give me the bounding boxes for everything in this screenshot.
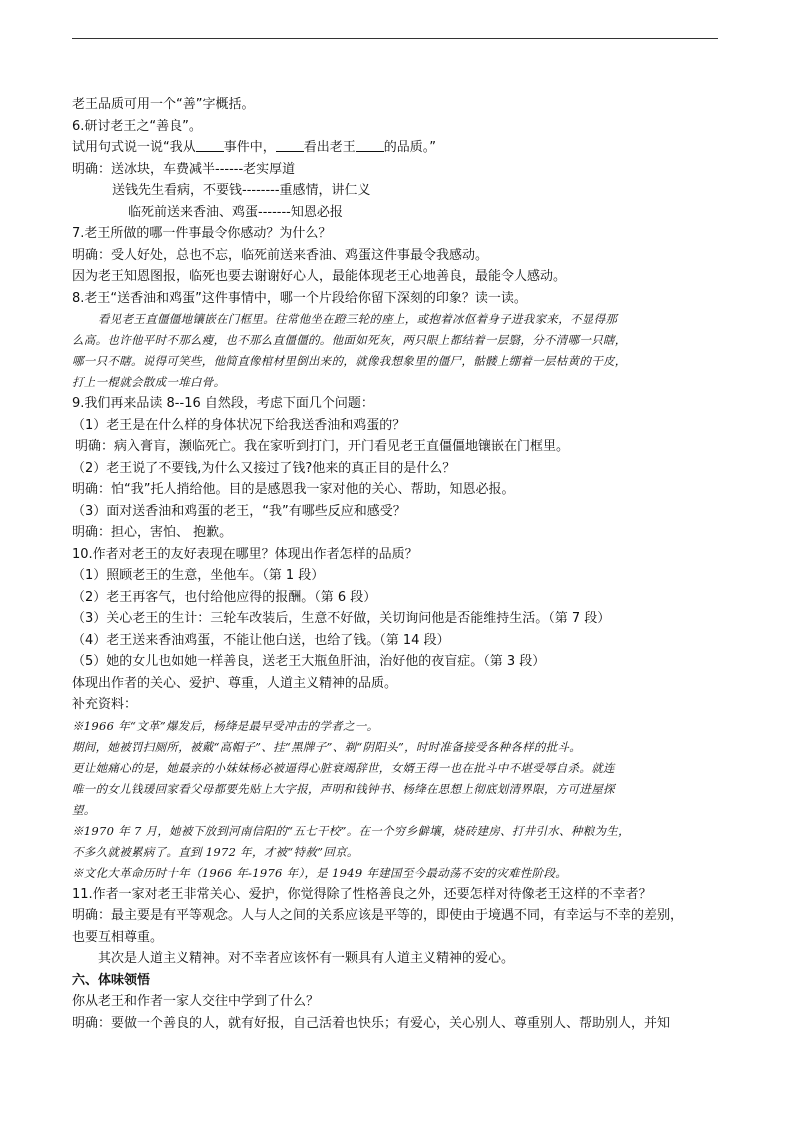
list-item: （5）她的女儿也如她一样善良，送老王大瓶鱼肝油，治好他的夜盲症。（第 3 段） [72,654,546,669]
text-line: 因为老王知恩图报，临死也要去谢谢好心人，最能体现老王心地善良，最能令人感动。 [72,269,567,284]
question-10: 10.作者对老王的友好表现在哪里？体现出作者怎样的品质？ [72,546,418,562]
question-7: 7.老王所做的哪一件事最令你感动？为什么？ [72,226,332,241]
supplement-line: ※1966 年“文革”爆发后，杨绛是最早受冲击的学者之一。 [72,718,379,733]
sub-question: （1）老王是在什么样的身体状况下给我送香油和鸡蛋的？ [72,417,406,433]
supplement-line: 不多久就被累病了。直到 1972 年，才被“特赦”回京。 [72,844,359,859]
answer-line: 明确：要做一个善良的人，就有好报，自己活着也快乐；有爱心，关心别人、尊重别人、帮助别人，并知 [72,1015,671,1031]
list-item: （4）老王送来香油鸡蛋，不能让他白送，也给了钱。（第 14 段） [72,632,450,648]
supplement-line: 更让她痛心的是，她最亲的小妹妹杨必被逼得心脏衰竭辞世，女婿王得一也在批斗中不堪受辱自杀。就连 [72,760,615,775]
section-heading: 六、体味领悟 [72,972,151,988]
text-line: 老王品质可用一个“善”字概括。 [72,97,255,112]
supplement-line: 期间，她被罚扫厕所，被戴“高帽子”、挂“黑牌子”、剃“阴阳头”，时时准备接受各种各样的批斗。 [72,739,582,754]
supplement-line: 望。 [72,802,96,817]
answer-line: 临死前送来香油、鸡蛋-------知恩必报 [128,204,343,220]
answer-line: 送钱先生看病，不要钱--------重感情，讲仁义 [112,183,371,198]
sub-question: （3）面对送香油和鸡蛋的老王，“我”有哪些反应和感受？ [72,503,406,519]
question-11: 11.作者一家对老王非常关心、爱护，你觉得除了性格善良之外，还要怎样对待像老王这样的不幸者？ [72,886,652,902]
blank-1 [196,139,224,152]
answer-line: 其次是人道主义精神。对不幸者应该怀有一颗具有人道主义精神的爱心。 [98,951,515,966]
excerpt-line: 哪一只不瞎。说得可笑些，他简直像棺材里倒出来的，就像我想象里的僵尸，骷髅上绷着一层枯黄的干皮， [72,354,627,368]
blank-2 [276,139,304,152]
fill-in-prompt [72,137,722,159]
answer-line: 明确：担心，害怕、 抱歉。 [72,525,233,540]
list-item: （3）关心老王的生计：三轮车改装后，生意不好做，关切询问他是否能维持生活。（第 7 段） [72,611,611,626]
blank-3 [356,139,384,152]
answer-line: 明确：最主要是有平等观念。人与人之间的关系应该是平等的，即使由于境遇不同，有幸运与不幸的差别， [72,908,684,923]
header-rule [72,38,718,39]
supplement-heading: 补充资料： [72,697,138,712]
excerpt-line: 么高。也许他平时不那么瘦，也不那么直僵僵的。他面如死灰，两只眼上都结着一层翳，分不清哪一只瞎， [72,333,627,347]
excerpt-line: 打上一棍就会散成一堆白骨。 [72,375,226,389]
excerpt-line: 看见老王直僵僵地镶嵌在门框里。往常他坐在蹬三轮的座上，或抱着冰伛着身子进我家来，不显得那 [98,312,618,326]
supplement-line: 唯一的女儿钱瑗回家看父母都要先贴上大字报，声明和钱钟书、杨绛在思想上彻底划清界限，方可进屋探 [72,781,615,796]
supplement-line: ※文化大革命历时十年（1966 年-1976 年），是 1949 年建国至今最动荡不安的灾难性阶段。 [72,865,568,880]
fill-in-text-2: 事件中， [223,140,276,155]
supplement-line: ※1970 年 7 月，她被下放到河南信阳的“五七干校”。在一个穷乡僻壤，烧砖建房、打井引水、种粮为生， [72,823,630,838]
text-line: 你从老王和作者一家人交往中学到了什么？ [72,994,320,1009]
fill-in-text-1: 试用句式说一说“我从 [72,140,196,155]
document-body [72,94,722,1034]
question-6: 6.研讨老王之“善良”。 [72,118,202,134]
answer-line: 明确：病入膏肓，濒临死亡。我在家听到打门，开门看见老王直僵僵地镶嵌在门框里。 [75,439,570,454]
question-8: 8.老王“送香油和鸡蛋”这件事情中，哪一个片段给你留下深刻的印象？读一读。 [72,290,527,306]
fill-in-text-3: 看出老王 [303,140,356,155]
question-9: 9.我们再来品读 8--16 自然段，考虑下面几个问题： [72,396,374,411]
fill-in-text-4: 的品质。” [383,140,437,155]
list-item: （2）老王再客气，也付给他应得的报酬。（第 6 段） [72,589,377,605]
answer-line: 明确：受人好处，总也不忘，临死前送来香油、鸡蛋这件事最令我感动。 [72,247,489,263]
answer-line: 明确：怕“我”托人捎给他。目的是感恩我一家对他的关心、帮助，知恩必报。 [72,482,515,497]
answer-line: 也要互相尊重。 [72,929,164,945]
text-line: 体现出作者的关心、爱护、尊重，人道主义精神的品质。 [72,675,398,691]
sub-question: （2）老王说了不要钱,为什么又接过了钱?他来的真正目的是什么？ [72,460,456,476]
answer-line: 明确：送冰块，车费减半------老实厚道 [72,161,296,177]
list-item: （1）照顾老王的生意，坐他车。（第 1 段） [72,568,325,583]
